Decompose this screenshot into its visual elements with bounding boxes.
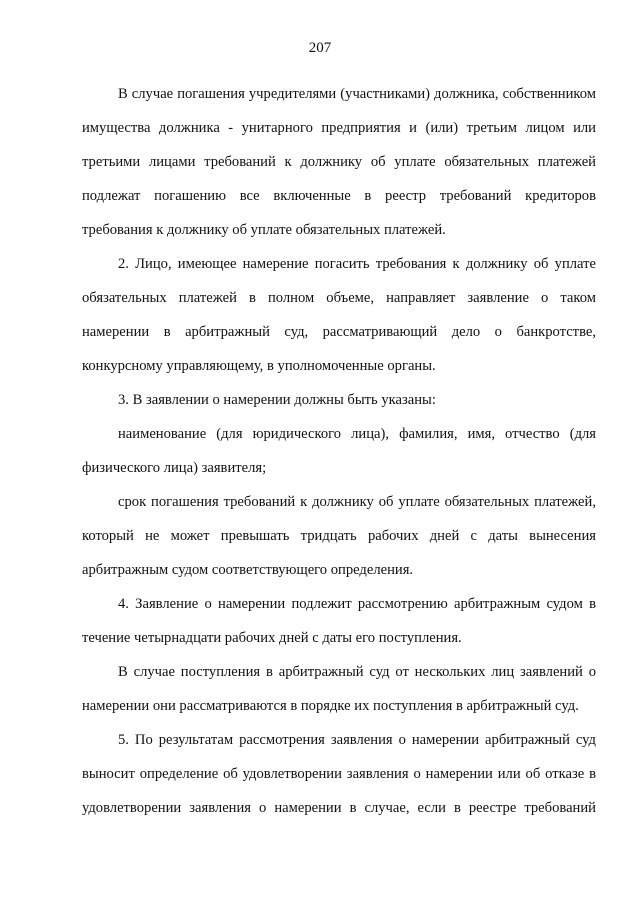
paragraph: В случае поступления в арбитражный суд от нескольких лиц заявлений о намерении они рассматриваются в порядке их поступления в арбитражный суд. <box>82 664 596 714</box>
paragraph: срок погашения требований к должнику об уплате обязательных платежей, который не может превышать тридцать рабочих дней с даты вынесения арбитражным судом соответствующего определения. <box>82 494 596 578</box>
page-number: 207 <box>308 40 332 56</box>
paragraph: наименование (для юридического лица), фамилия, имя, отчество (для физического лица) заявителя; <box>82 426 596 476</box>
paragraph: 2. Лицо, имеющее намерение погасить требования к должнику об уплате обязательных платежей в полном объеме, направляет заявление о таком намерении в арбитражный суд, рассматривающий дело о банкротстве, конкурсному управляющему, в уполномоченные органы. <box>82 256 596 374</box>
paragraph: В случае погашения учредителями (участниками) должника, собственником имущества должника - унитарного предприятия и (или) третьим лицом или третьими лицами требований к должнику об уплате обязательных платежей подлежат погашению все включенные в реестр требований кредиторов требования к должнику об уплате обязательных платежей. <box>82 86 596 238</box>
paragraph: 3. В заявлении о намерении должны быть указаны: <box>118 392 436 408</box>
document-body <box>82 77 596 825</box>
paragraph: 4. Заявление о намерении подлежит рассмотрению арбитражным судом в течение четырнадцати рабочих дней с даты его поступления. <box>82 596 596 646</box>
paragraph: 5. По результатам рассмотрения заявления о намерении арбитражный суд выносит определение об удовлетворении заявления о намерении или об отказе в удовлетворении заявления о намерении в случае, если в реестре требований <box>82 732 596 816</box>
